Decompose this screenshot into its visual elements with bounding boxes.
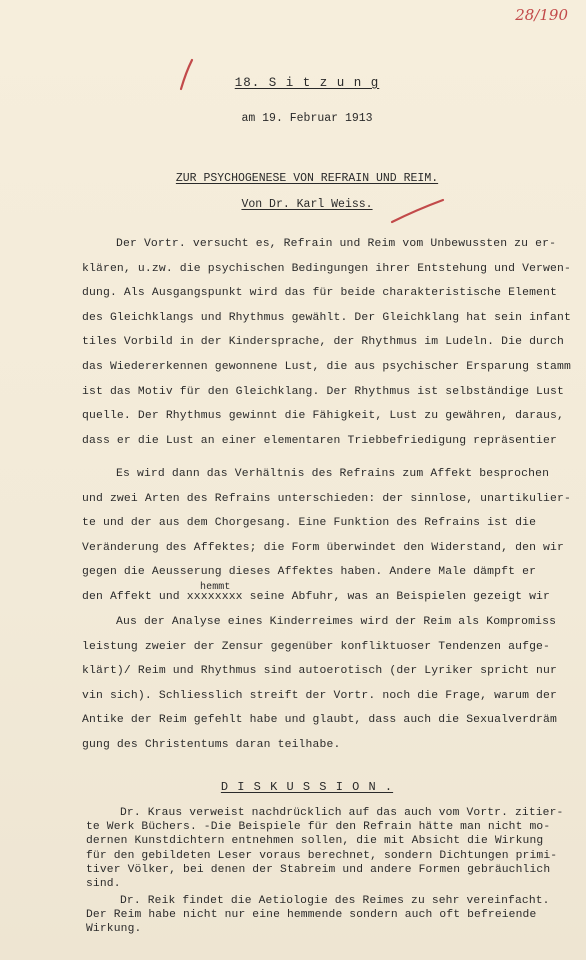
- text-line: klärt)/ Reim und Rhythmus sind autoerotisch (der Lyriker spricht nur: [82, 665, 558, 678]
- text-line: vin sich). Schliesslich streift der Vortr. noch die Frage, warum der: [82, 689, 558, 702]
- text-line: dass er die Lust an einer elementaren Triebbefriedigung repräsentier: [82, 434, 558, 447]
- text-line: Aus der Analyse eines Kinderreimes wird der Reim als Kompromiss: [116, 616, 557, 628]
- text-line: gegen die Aeusserung dieses Affektes haben. Andere Male dämpft er: [82, 566, 537, 579]
- handwritten-insertion: hemmt: [200, 582, 231, 593]
- session-date: am 19. Februar 1913: [241, 112, 373, 125]
- text-line: Es wird dann das Verhältnis des Refrains zum Affekt besprochen: [116, 468, 550, 480]
- text-line: dernen Kunstdichtern entnehmen sollen, die mit Absicht die Wirkung: [86, 835, 544, 848]
- discussion-paragraph-2: [86, 894, 580, 937]
- session-heading: 18. S i t z u n g: [234, 76, 380, 90]
- discussion-paragraph-1: [86, 806, 580, 891]
- text-line: leistung zweier der Zensur gegenüber konfliktuoser Tendenzen aufge-: [82, 640, 551, 653]
- text-line: den Affekt und xxxxxxxx seine Abfuhr, was an Beispielen gezeigt wir: [82, 590, 551, 603]
- text-line: te und der aus dem Chorgesang. Eine Funktion des Refrains ist die: [82, 517, 537, 530]
- summary-paragraph-1: [82, 232, 580, 453]
- summary-paragraph-3: [82, 610, 580, 758]
- text-line: te Werk Büchers. -Die Beispiele für den Refrain hätte man nicht mo-: [86, 821, 551, 834]
- text-line: Antike der Reim gefehlt habe und glaubt, dass auch die Sexualverdräm: [82, 714, 558, 727]
- discussion-heading: D I S K U S S I O N .: [220, 780, 394, 794]
- text-line: gung des Christentums daran teilhabe.: [82, 738, 341, 751]
- text-line: quelle. Der Rhythmus gewinnt die Fähigkeit, Lust zu gewähren, daraus,: [82, 410, 564, 423]
- summary-paragraph-2: [82, 462, 580, 610]
- text-line: das Wiedererkennen gewonnene Lust, die aus psychischer Ersparung stamm: [82, 360, 571, 373]
- text-line: ist das Motiv für den Gleichklang. Der Rhythmus ist selbständige Lust: [82, 385, 564, 398]
- text-line: Dr. Kraus verweist nachdrücklich auf das auch vom Vortr. zitier-: [120, 807, 564, 819]
- text-line: und zwei Arten des Refrains unterschieden: der sinnlose, unartikulier-: [82, 492, 571, 505]
- text-line: Wirkung.: [86, 923, 142, 936]
- text-line: sind.: [86, 878, 121, 891]
- text-line: des Gleichklangs und Rhythmus gewählt. Der Gleichklang hat sein infant: [82, 311, 571, 324]
- folio-number: 28/190: [515, 6, 568, 24]
- text-line: tiles Vorbild in der Kindersprache, der Rhythmus im Ludeln. Die durch: [82, 336, 564, 349]
- lecture-title: ZUR PSYCHOGENESE VON REFRAIN UND REIM.: [175, 172, 439, 185]
- text-line: für den gebildeten Leser voraus berechnet, sondern Dichtungen primi-: [86, 849, 558, 862]
- text-line: Dr. Reik findet die Aetiologie des Reimes zu sehr vereinfacht.: [120, 895, 550, 907]
- text-line: Der Vortr. versucht es, Refrain und Reim vom Unbewussten zu er-: [116, 238, 557, 250]
- text-line: tiver Völker, bei denen der Stabreim und andere Formen gebräuchlich: [86, 863, 551, 876]
- text-line: Veränderung des Affektes; die Form überwindet den Widerstand, den wir: [82, 541, 564, 554]
- text-line: Der Reim habe nicht nur eine hemmende sondern auch oft befreiende: [86, 909, 537, 922]
- lecture-author: Von Dr. Karl Weiss.: [241, 198, 373, 211]
- text-line: dung. Als Ausgangspunkt wird das für beide charakteristische Element: [82, 287, 558, 300]
- text-line: klären, u.zw. die psychischen Bedingungen ihrer Entstehung und Verwen-: [82, 262, 571, 275]
